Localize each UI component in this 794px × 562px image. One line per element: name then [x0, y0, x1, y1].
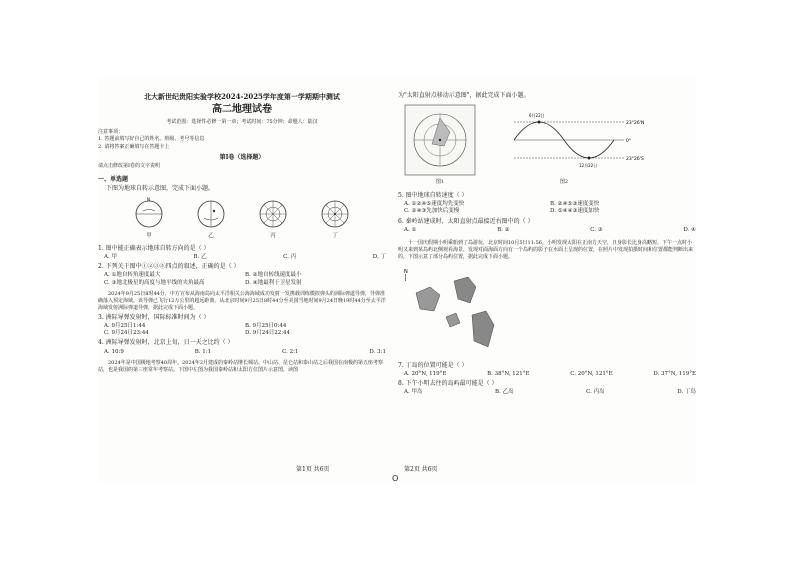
section-note: 请点击修改第Ⅰ卷的文字说明	[98, 163, 160, 170]
page-1	[98, 78, 386, 482]
svg-text:N: N	[147, 196, 150, 202]
q2-options	[104, 272, 386, 287]
diagram-bing	[258, 196, 288, 241]
diagram-label-yi: 乙	[208, 233, 214, 240]
q8-option-a: A. 甲岛	[404, 389, 423, 396]
q4-option-b: B. 1:1	[194, 348, 212, 355]
q5-text: 5. 图中地球自转速度（ ）	[398, 191, 468, 199]
figures-row	[404, 104, 696, 186]
map-north-label: N	[404, 268, 408, 275]
q7-text: 7. 丁岛的位置可能是（ ）	[398, 361, 468, 369]
q2-text: 2. 下列关于图中①②③④四点的叙述，正确的是（ ）	[98, 263, 240, 271]
q5-option-c: C. ②④③先加快后变慢	[404, 208, 460, 215]
q4-option-c: C. 2:1	[282, 348, 299, 355]
exam-title: 北大新世纪贵阳实验学校2024-2025学年度第一学期期中测试	[144, 92, 340, 101]
q6-option-b: B. ②	[497, 226, 510, 233]
q6-option-c: C. ③	[590, 226, 603, 233]
q4-option-a: A. 10:9	[104, 348, 124, 355]
q4-option-d: D. 3:1	[369, 348, 386, 355]
q7-option-a: A. 20°N, 119°E	[404, 370, 447, 377]
q3-text: 3. 洲际导弹发射时，国际标准时间为（ ）	[98, 313, 210, 321]
q1-option-a: A. 甲	[104, 253, 117, 260]
q8-option-c: C. 丙岛	[586, 389, 605, 396]
q3-option-b: B. 9月25日0:44	[245, 322, 287, 329]
q4-text: 4. 洲际导弹发射时，北京上旬，日一天之比约（ ）	[98, 339, 234, 347]
q1-option-c: C. 丙	[283, 253, 297, 260]
q3-option-a: A. 9月25日1:44	[104, 322, 146, 329]
exam-subject: 高二地理试卷	[212, 104, 272, 116]
islands-map-figure	[402, 265, 542, 357]
page-2-top-text: 为"太阳直射点移动示意图"，据此完成下面小题。	[398, 92, 530, 99]
page-1-footer: 第1页 共6页	[296, 465, 330, 473]
lat-label-equator: 0°	[626, 139, 632, 145]
passage-2: 2024年9月25日8时44分，中方宣布从海南岛向太平洋相关公海海域成功发射一发携载训练模拟弹头的洲际弹道导弹，导弹准确落入预定海域。该导弹已飞行12万公里的超远距离，从北京时间9月25日8时44分至美国当地时间9月24日晚19时44分至太平洋海域发射洲际弹道导弹，据此完成下面小题。	[98, 291, 386, 311]
islands-map	[402, 265, 696, 360]
q6-text: 6. 秦岭站建成时，太阳直射点最接近右图中的（ ）	[398, 217, 534, 225]
q7-option-c: C. 20°N, 121°E	[570, 370, 613, 377]
date-label-june: 6月22日	[529, 113, 545, 119]
page-2	[398, 78, 696, 482]
figure-1-label: 图1	[435, 179, 445, 186]
q2-option-d: D. ④地最利于卫星发射	[245, 279, 302, 286]
q8-options	[404, 389, 696, 396]
q5-option-a: A. ①②④⑤速度均先变快	[404, 201, 465, 208]
q7-options	[404, 371, 696, 378]
diagram-label-bing: 丙	[270, 233, 276, 240]
q6-option-d: D. ④	[683, 226, 696, 233]
globe-ding-figure	[320, 196, 350, 230]
q5-option-b: B. ②④⑤③速度变快	[550, 201, 600, 208]
q2-option-c: C. ③地北极星的高度与地平线的夹角最高	[104, 279, 205, 286]
q1-option-b: B. 乙	[193, 253, 207, 260]
diagram-label-jia: 甲	[146, 233, 152, 240]
rotation-diagrams	[118, 196, 366, 241]
q6-options	[404, 227, 696, 234]
q3-options	[104, 323, 386, 338]
q1-option-d: D. 丁	[372, 253, 386, 260]
passage-3: 2024年是中国极地考察40周年。2024年2月建成的秦岭站继长城站、中山站、昆仑站和泰山站之后我国在南极的第五座考察站，也是我国的第三座常年考察站。下图中左图为我国秦岭站和太阳方位图片示意图，读图	[98, 359, 383, 373]
q8-option-b: B. 乙岛	[495, 389, 514, 396]
passage-4: 十一国庆假期小明乘船到了岛游玩，北京时间10月5日11:56，小明发现太阳在正南方天空，且身影长比身高略短。下午一点时小明又来到某岛屿北侧观看海景，发现对面海面方向有一个岛屿的影子在水面上呈现的位置，在照片中发现拍摄时间和位置都能判断出来的，下图示意了部分岛屿位置，据此完成下面小题。	[398, 240, 694, 260]
q4-options	[104, 349, 386, 356]
figure-2-label: 图2	[559, 179, 569, 186]
q8-option-d: D. 丁岛	[677, 389, 696, 396]
page-2-footer: 第2页 共6页	[404, 465, 438, 473]
q5-option-d: D. ⑤④④③速度加快	[550, 208, 600, 215]
diagram-label-ding: 丁	[332, 233, 338, 240]
q8-text: 8. 下午小明去往的岛屿最可能是（ ）	[398, 380, 498, 388]
section-title: 第Ⅰ卷（选择题）	[219, 153, 265, 161]
q3-option-c: C. 9月24日23:44	[104, 330, 149, 337]
q5-options	[404, 201, 696, 216]
figure-2	[484, 104, 644, 186]
part-title: 一、单选题	[98, 175, 129, 183]
q7-option-b: B. 38°N, 121°E	[487, 370, 530, 377]
q7-option-d: D. 37°N, 119°E	[653, 370, 696, 377]
center-fold-mark: O	[392, 474, 399, 483]
q1-text: 1. 图中能正确表示地球自转方向的是（ ）	[98, 244, 210, 252]
lat-label-south: 23°26'S	[626, 157, 644, 163]
date-label-dec: 12月22日	[579, 163, 598, 169]
diagram-ding	[320, 196, 350, 241]
exam-info: 考试范围：选择性必修一第一章；考试时间：75分钟；命题人：陆汉	[166, 118, 318, 125]
globe-yi-figure	[196, 196, 226, 230]
intro-1: 下图为地球自转示意图，完成下面小题。	[106, 184, 215, 192]
q3-option-d: D. 9月24日22:44	[245, 330, 291, 337]
exam-paper	[98, 78, 696, 482]
diagram-yi	[196, 196, 226, 241]
q1-options	[104, 254, 386, 261]
notes-title: 注意事项：	[98, 128, 124, 135]
note-2: 2. 请将答案正确填写在答题卡上	[98, 144, 170, 151]
polar-station-figure	[404, 104, 476, 176]
lat-label-north: 23°26'N	[626, 121, 644, 127]
diagram-jia	[134, 196, 164, 241]
globe-bing-figure	[258, 196, 288, 230]
figure-1	[404, 104, 476, 186]
globe-jia-figure	[134, 196, 164, 230]
q2-option-a: A. ①地自转角速度最大	[104, 272, 161, 279]
q2-option-b: B. ②地自转线速度最小	[245, 272, 302, 279]
note-1: 1. 答题前填写好自己的姓名、班级、考号等信息	[98, 136, 205, 143]
subsolar-migration-figure	[484, 104, 644, 176]
q6-option-a: A. ①	[404, 226, 417, 233]
